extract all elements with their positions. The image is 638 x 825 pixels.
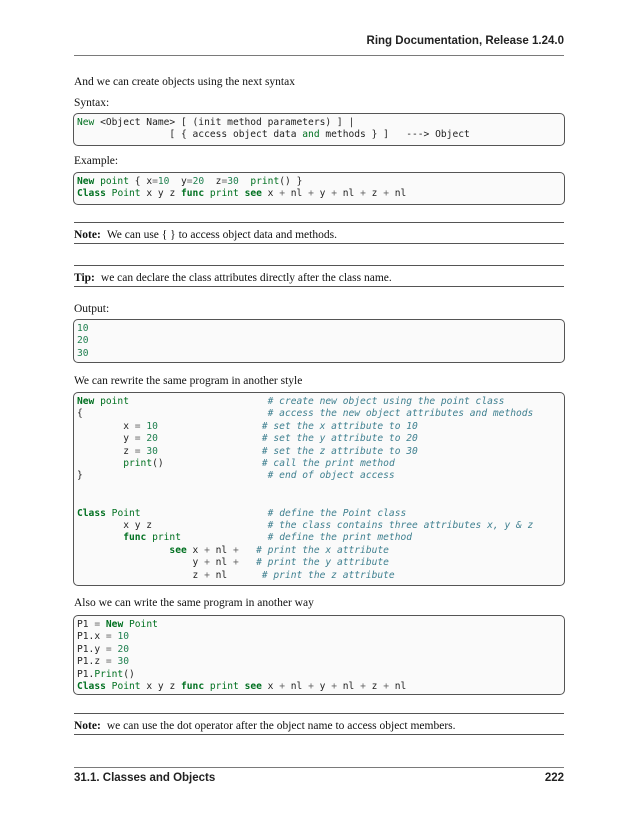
code-token: = bbox=[134, 445, 141, 457]
code-token: # set the z attribute to 30 bbox=[261, 445, 418, 457]
code-token: print bbox=[209, 188, 239, 200]
code-token bbox=[158, 421, 262, 432]
code-token: Print bbox=[94, 668, 124, 680]
code-token: 30 bbox=[227, 176, 239, 187]
code-token: x y z bbox=[140, 188, 181, 200]
tip-text: we can declare the class attributes directly after the class name. bbox=[100, 272, 392, 284]
code-token: func bbox=[181, 681, 205, 693]
code-token: nl bbox=[209, 557, 233, 569]
running-header: Ring Documentation, Release 1.24.0 bbox=[366, 35, 564, 47]
code-token: = bbox=[105, 656, 112, 668]
note-text: We can use { } to access object data and methods. bbox=[106, 229, 337, 241]
syntax-code-block bbox=[73, 113, 565, 146]
code-token: z bbox=[77, 445, 135, 457]
code-token: nl bbox=[337, 188, 361, 200]
code-token: # create new object using the point class bbox=[267, 396, 505, 407]
code-token: # the class contains three attributes x, y & z bbox=[267, 520, 534, 532]
code-token bbox=[77, 458, 123, 469]
code-token: = bbox=[134, 420, 141, 432]
footer-page-number: 222 bbox=[544, 772, 564, 784]
code-token: () } bbox=[279, 176, 303, 187]
code-token: x bbox=[77, 420, 135, 432]
example-label: Example: bbox=[74, 155, 119, 167]
code-token: + bbox=[331, 188, 337, 200]
code-token bbox=[152, 520, 268, 531]
code-token: point bbox=[100, 396, 129, 407]
code-token: + bbox=[331, 681, 337, 693]
code-token: Class bbox=[77, 681, 106, 693]
code-token: () bbox=[123, 668, 135, 680]
code-token: = bbox=[105, 631, 112, 643]
rewrite-code bbox=[74, 393, 564, 582]
code-token: x y z bbox=[140, 681, 181, 693]
code-token: z bbox=[365, 188, 384, 200]
code-token: see bbox=[169, 544, 187, 556]
code-token: + bbox=[383, 188, 389, 200]
syntax-code bbox=[74, 114, 564, 142]
example-code-block bbox=[73, 172, 565, 205]
code-token: 10 bbox=[77, 323, 89, 334]
code-token: nl bbox=[389, 681, 407, 693]
code-token bbox=[227, 570, 262, 581]
code-token: print bbox=[250, 176, 280, 187]
code-token: y bbox=[313, 681, 332, 693]
code-token: + bbox=[308, 188, 314, 200]
code-token: = bbox=[94, 619, 101, 630]
code-token: { bbox=[77, 408, 83, 420]
code-token: 30 bbox=[117, 656, 130, 668]
code-token: P1.y bbox=[77, 643, 106, 655]
code-token: func bbox=[123, 532, 147, 544]
note-label: Note: bbox=[74, 229, 101, 241]
code-token: 20 bbox=[77, 335, 89, 347]
code-token: P1. bbox=[77, 668, 95, 680]
code-token: } bbox=[77, 470, 83, 482]
code-token: # set the x attribute to 10 bbox=[261, 420, 418, 432]
code-token: + bbox=[279, 188, 285, 200]
code-token: x bbox=[186, 544, 205, 556]
code-token: New bbox=[105, 619, 124, 630]
code-token: 30 bbox=[77, 347, 89, 359]
output-code bbox=[74, 320, 564, 360]
code-token: nl bbox=[209, 569, 228, 581]
code-token: z bbox=[204, 176, 222, 187]
code-token: # print the z attribute bbox=[261, 569, 395, 581]
code-token: + bbox=[204, 557, 210, 569]
code-token: # set the y attribute to 20 bbox=[261, 433, 418, 445]
footer-rule bbox=[74, 767, 564, 768]
code-token bbox=[77, 545, 169, 556]
code-token: New bbox=[77, 396, 95, 407]
code-token: x bbox=[261, 681, 280, 693]
code-token: + bbox=[204, 569, 210, 581]
code-token: 10 bbox=[146, 420, 158, 432]
code-token: = bbox=[134, 433, 141, 445]
example-code bbox=[74, 173, 564, 201]
code-token: New bbox=[77, 117, 95, 128]
code-token bbox=[239, 176, 251, 187]
code-token: () bbox=[152, 458, 164, 470]
code-token: P1.x bbox=[77, 631, 106, 643]
code-token bbox=[77, 532, 123, 543]
code-token: 20 bbox=[117, 643, 130, 655]
code-token bbox=[239, 545, 256, 556]
code-token: # define the print method bbox=[267, 532, 413, 544]
code-token: = bbox=[152, 176, 158, 187]
code-token: # end of object access bbox=[267, 470, 395, 482]
code-token: + bbox=[360, 188, 366, 200]
code-token: and bbox=[302, 129, 320, 141]
code-token: Class bbox=[77, 188, 106, 200]
code-token: x y z bbox=[77, 520, 153, 532]
note-admonition bbox=[74, 222, 564, 244]
code-token: func bbox=[181, 188, 205, 200]
code-token: see bbox=[244, 681, 262, 693]
code-token bbox=[158, 433, 262, 444]
tip-admonition bbox=[74, 265, 564, 287]
code-token: # print the x attribute bbox=[256, 544, 389, 556]
code-token: z bbox=[365, 681, 384, 693]
code-token: Point bbox=[111, 507, 141, 519]
code-token: Point bbox=[129, 619, 158, 630]
code-token: P1 bbox=[77, 619, 95, 630]
code-token: Class bbox=[77, 507, 106, 519]
code-token: y bbox=[77, 433, 135, 445]
code-token: New bbox=[77, 176, 95, 187]
code-token: print bbox=[209, 681, 239, 693]
code-token: P1.z bbox=[77, 656, 106, 668]
code-token bbox=[141, 508, 268, 519]
header-rule bbox=[74, 55, 564, 56]
code-token: y bbox=[169, 176, 187, 187]
code-token: nl bbox=[337, 681, 361, 693]
code-token: y bbox=[77, 557, 205, 569]
code-token: 20 bbox=[192, 176, 205, 187]
code-token bbox=[158, 446, 262, 457]
code-token: 30 bbox=[146, 445, 158, 457]
code-token: z bbox=[77, 569, 205, 581]
code-token: print bbox=[152, 532, 181, 544]
code-token bbox=[164, 458, 262, 469]
code-token bbox=[83, 408, 268, 419]
code-token: + bbox=[232, 544, 239, 556]
code-token: point bbox=[100, 176, 129, 187]
rewrite-paragraph: We can rewrite the same program in another style bbox=[74, 375, 303, 387]
code-token: nl bbox=[285, 188, 309, 200]
code-token: x bbox=[261, 188, 280, 200]
code-token: + bbox=[360, 681, 366, 693]
code-token: + bbox=[279, 681, 285, 693]
code-token: y bbox=[313, 188, 332, 200]
code-token: = bbox=[105, 643, 112, 655]
code-token bbox=[129, 396, 268, 407]
tip-label: Tip: bbox=[74, 272, 95, 284]
code-token: [ { access object data bbox=[77, 129, 303, 141]
another-way-paragraph: Also we can write the same program in another way bbox=[74, 597, 314, 609]
code-token: nl bbox=[389, 188, 407, 200]
code-token: 10 bbox=[117, 631, 130, 643]
another-way-code-block bbox=[73, 615, 565, 695]
note-label-2: Note: bbox=[74, 720, 101, 732]
output-code-block bbox=[73, 319, 565, 363]
code-token: # print the y attribute bbox=[256, 557, 389, 569]
syntax-label: Syntax: bbox=[74, 97, 110, 109]
code-token: + bbox=[204, 544, 210, 556]
code-token: # call the print method bbox=[261, 458, 395, 470]
code-token: + bbox=[383, 681, 389, 693]
code-token: = bbox=[221, 176, 228, 187]
code-token: # define the Point class bbox=[267, 507, 407, 519]
code-token: <Object Name> [ (init method parameters) ] | bbox=[94, 117, 355, 128]
code-token: Point bbox=[111, 188, 141, 200]
code-token: Point bbox=[111, 681, 141, 693]
code-token: print bbox=[123, 458, 153, 470]
code-token bbox=[83, 470, 268, 481]
footer-section-title: 31.1. Classes and Objects bbox=[74, 772, 216, 784]
another-way-code bbox=[74, 616, 564, 693]
code-token: 10 bbox=[157, 176, 170, 187]
code-token bbox=[239, 557, 256, 568]
code-token: = bbox=[186, 176, 193, 187]
code-token: + bbox=[308, 681, 314, 693]
code-token: methods } ] ---> Object bbox=[319, 129, 470, 141]
output-label: Output: bbox=[74, 303, 110, 315]
code-token: { x bbox=[129, 176, 153, 187]
code-token: 20 bbox=[146, 433, 158, 445]
code-token: see bbox=[244, 188, 262, 200]
code-token: + bbox=[232, 557, 239, 569]
intro-paragraph: And we can create objects using the next syntax bbox=[74, 76, 295, 88]
rewrite-code-block bbox=[73, 392, 565, 586]
code-token bbox=[181, 532, 268, 543]
code-token: # access the new object attributes and methods bbox=[267, 408, 534, 420]
code-token: nl bbox=[209, 544, 233, 556]
dot-operator-note bbox=[74, 713, 564, 735]
code-token: nl bbox=[285, 681, 309, 693]
note-text-2: we can use the dot operator after the object name to access object members. bbox=[106, 720, 456, 732]
